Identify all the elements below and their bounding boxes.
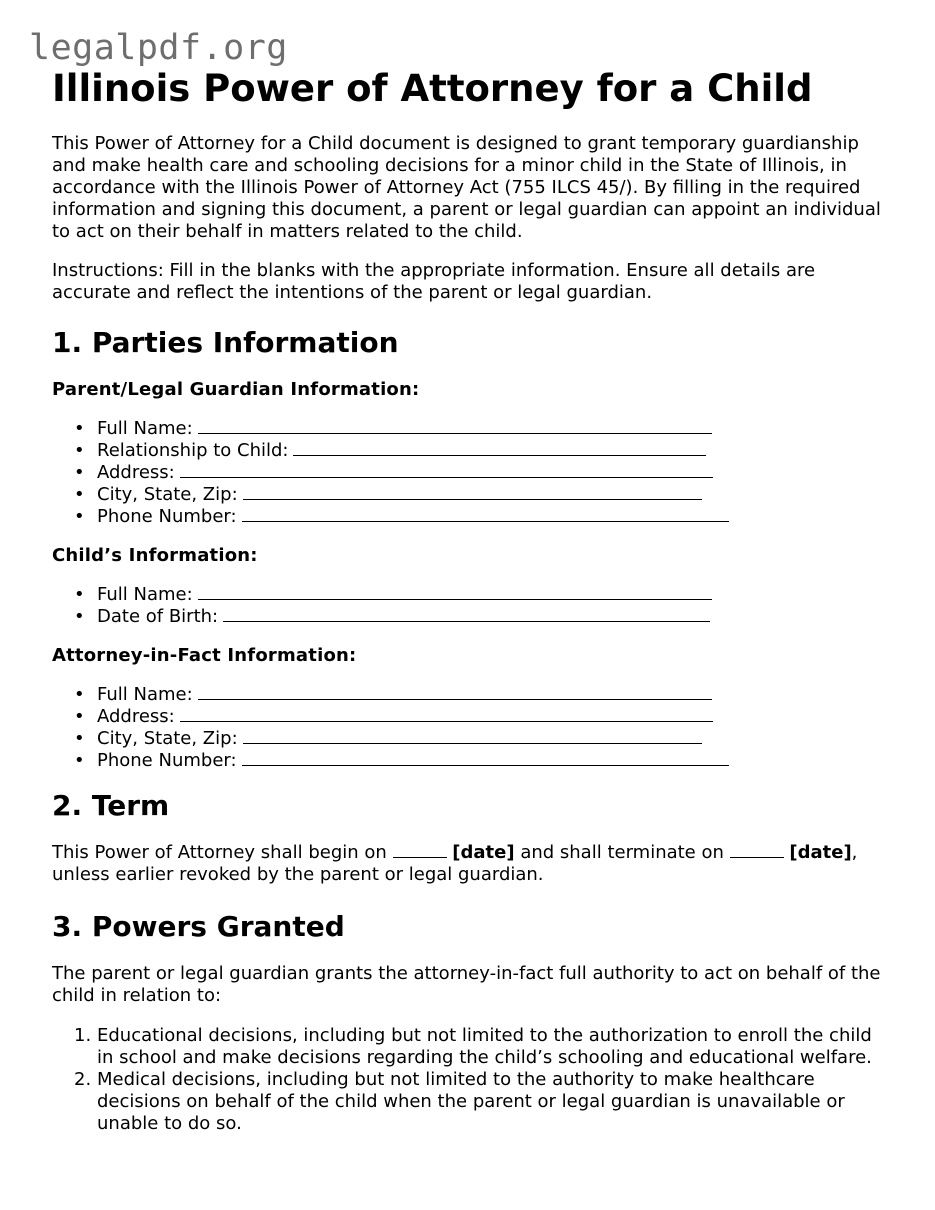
parent-address-blank[interactable] bbox=[180, 462, 713, 478]
parent-city-state-zip-blank[interactable] bbox=[243, 484, 702, 500]
term-text-middle: and shall terminate on bbox=[520, 842, 724, 863]
attorney-address-blank[interactable] bbox=[180, 706, 713, 722]
child-dob-blank[interactable] bbox=[223, 606, 710, 622]
relationship-blank[interactable] bbox=[293, 440, 706, 456]
section-1-heading: 1. Parties Information bbox=[52, 326, 399, 359]
list-item bbox=[52, 684, 892, 706]
parent-info-heading: Parent/Legal Guardian Information: bbox=[52, 379, 420, 400]
field-label: Address: bbox=[97, 706, 175, 727]
start-date-blank[interactable] bbox=[393, 844, 447, 858]
end-date-blank[interactable] bbox=[730, 844, 784, 858]
parent-full-name-blank[interactable] bbox=[198, 418, 712, 434]
list-item bbox=[52, 484, 892, 506]
term-comma: , bbox=[851, 842, 858, 863]
field-label: Relationship to Child: bbox=[97, 440, 289, 461]
field-label: Full Name: bbox=[97, 418, 193, 439]
field-label: Address: bbox=[97, 462, 175, 483]
attorney-full-name-blank[interactable] bbox=[198, 684, 712, 700]
field-label: City, State, Zip: bbox=[97, 484, 238, 505]
field-label: Full Name: bbox=[97, 584, 193, 605]
document-title: Illinois Power of Attorney for a Child bbox=[52, 67, 813, 110]
list-item bbox=[52, 728, 892, 750]
field-label: Full Name: bbox=[97, 684, 193, 705]
field-label: Phone Number: bbox=[97, 506, 237, 527]
item-number: 1. bbox=[74, 1025, 92, 1046]
attorney-city-state-zip-blank[interactable] bbox=[243, 728, 702, 744]
field-label: Date of Birth: bbox=[97, 606, 219, 627]
field-label: Phone Number: bbox=[97, 750, 237, 771]
parent-phone-blank[interactable] bbox=[242, 506, 729, 522]
power-educational: Educational decisions, including but not limited to the authorization to enroll the child in school and make decisions regarding the child’s schooling and educational welfare. bbox=[97, 1025, 872, 1068]
date-label: [date] bbox=[789, 842, 852, 863]
attorney-phone-blank[interactable] bbox=[242, 750, 729, 766]
attorney-info-heading: Attorney-in-Fact Information: bbox=[52, 645, 357, 666]
attorney-fields-list bbox=[52, 684, 892, 772]
power-medical: Medical decisions, including but not limited to the authority to make healthcare decisions on behalf of the child when the parent or legal guardian is unavailable or unable to do so. bbox=[97, 1069, 845, 1134]
document-page bbox=[52, 66, 892, 1135]
term-text-end: unless earlier revoked by the parent or legal guardian. bbox=[52, 864, 544, 885]
list-item bbox=[52, 440, 892, 462]
powers-paragraph: The parent or legal guardian grants the attorney-in-fact full authority to act on behalf of the child in relation to: bbox=[52, 963, 881, 1006]
list-item bbox=[52, 418, 892, 440]
section-3-heading: 3. Powers Granted bbox=[52, 910, 345, 943]
instructions-paragraph: Instructions: Fill in the blanks with the appropriate information. Ensure all details are accurate and reflect the intentions of the parent or legal guardian. bbox=[52, 260, 816, 303]
item-number: 2. bbox=[74, 1069, 92, 1090]
child-fields-list bbox=[52, 584, 892, 628]
list-item bbox=[52, 1069, 892, 1135]
list-item bbox=[52, 506, 892, 528]
child-full-name-blank[interactable] bbox=[198, 584, 712, 600]
parent-fields-list bbox=[52, 418, 892, 528]
date-label: [date] bbox=[452, 842, 515, 863]
powers-list bbox=[52, 1025, 892, 1135]
child-info-heading: Child’s Information: bbox=[52, 545, 258, 566]
list-item bbox=[52, 750, 892, 772]
watermark-logo: legalpdf.org bbox=[29, 28, 288, 68]
term-paragraph bbox=[52, 842, 892, 886]
list-item bbox=[52, 584, 892, 606]
list-item bbox=[52, 606, 892, 628]
list-item bbox=[52, 706, 892, 728]
field-label: City, State, Zip: bbox=[97, 728, 238, 749]
list-item bbox=[52, 1025, 892, 1069]
section-2-heading: 2. Term bbox=[52, 789, 170, 822]
intro-paragraph: This Power of Attorney for a Child document is designed to grant temporary guardianship and make health care and schooling decisions for a minor child in the State of Illinois, in accordance with the Illinois Power of Attorney Act (755 ILCS 45/). By filling in the required information and signing this document, a parent or legal guardian can appoint an individual to act on their behalf in matters related to the child. bbox=[52, 133, 881, 242]
term-text-start: This Power of Attorney shall begin on bbox=[52, 842, 387, 863]
list-item bbox=[52, 462, 892, 484]
